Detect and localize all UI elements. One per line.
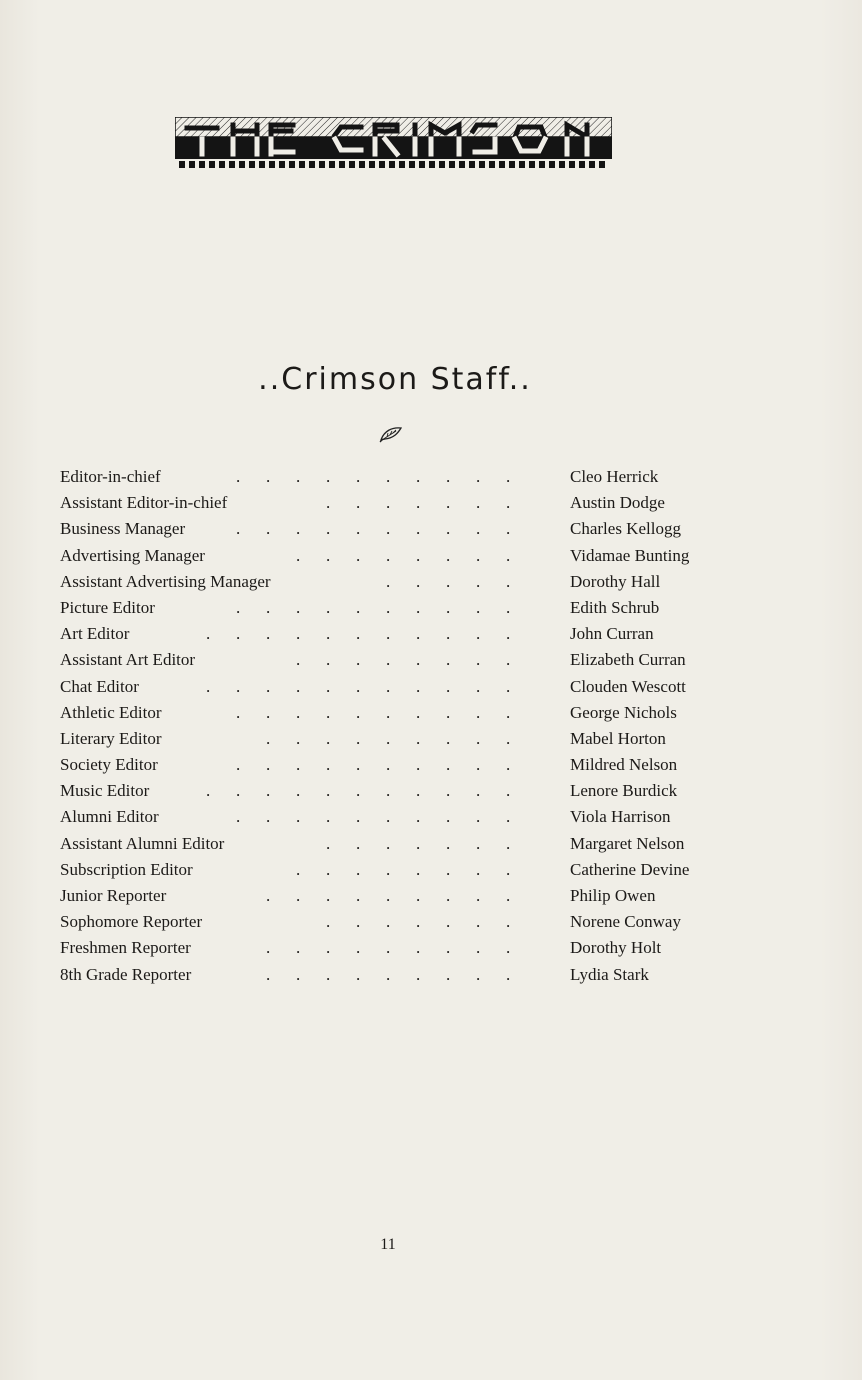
staff-role: Business Manager xyxy=(60,519,186,539)
staff-name: Mabel Horton xyxy=(570,728,666,748)
staff-row: Sophomore Reporter . . . . . . . Norene Conway xyxy=(58,909,758,935)
staff-row: Junior Reporter . . . . . . . . . Philip Owen xyxy=(58,883,758,909)
staff-row: Freshmen Reporter . . . . . . . . . Dorothy Holt xyxy=(58,935,758,961)
staff-role: Music Editor xyxy=(60,781,150,801)
staff-role: Athletic Editor xyxy=(60,702,162,722)
staff-name: Dorothy Hall xyxy=(570,571,661,591)
staff-role: Picture Editor xyxy=(60,597,155,617)
staff-name: Norene Conway xyxy=(570,912,681,932)
staff-role: Freshmen Reporter xyxy=(60,938,191,958)
staff-name: Dorothy Holt xyxy=(570,938,662,958)
staff-row: Athletic Editor . . . . . . . . . . George Nichols xyxy=(58,700,758,726)
staff-row: 8th Grade Reporter . . . . . . . . . Lydia Stark xyxy=(58,962,758,988)
staff-role: Alumni Editor xyxy=(60,807,159,827)
staff-list xyxy=(58,464,758,988)
staff-name: Viola Harrison xyxy=(570,807,671,827)
staff-role: Society Editor xyxy=(60,755,158,775)
staff-row: Subscription Editor . . . . . . . . Catherine Devine xyxy=(58,857,758,883)
staff-row: Assistant Editor-in-chief . . . . . . . Austin Dodge xyxy=(58,490,758,516)
staff-role: Subscription Editor xyxy=(60,859,193,879)
staff-role: Editor-in-chief xyxy=(60,467,161,486)
staff-name: Vidamae Bunting xyxy=(570,545,690,565)
staff-row: Chat Editor . . . . . . . . . . . Clouden Wescott xyxy=(58,674,758,700)
staff-row: Picture Editor . . . . . . . . . . Edith Schrub xyxy=(58,595,758,621)
staff-row: Literary Editor . . . . . . . . . Mabel Horton xyxy=(58,726,758,752)
staff-name: Philip Owen xyxy=(570,886,656,905)
staff-role: 8th Grade Reporter xyxy=(60,964,192,984)
staff-row: Assistant Art Editor . . . . . . . . Elizabeth Curran xyxy=(58,647,758,673)
staff-name: George Nichols xyxy=(570,702,677,722)
staff-row: Advertising Manager . . . . . . . . Vidamae Bunting xyxy=(58,543,758,569)
page-number: 11 xyxy=(380,1236,396,1253)
staff-name: Cleo Herrick xyxy=(570,467,659,486)
staff-role: Assistant Editor-in-chief xyxy=(60,493,228,513)
staff-role: Assistant Advertising Manager xyxy=(60,571,271,591)
staff-row: Assistant Advertising Manager . . . . . Dorothy Hall xyxy=(58,569,758,595)
staff-name: Lenore Burdick xyxy=(570,781,678,801)
staff-name: Catherine Devine xyxy=(570,859,690,879)
staff-role: Assistant Alumni Editor xyxy=(60,833,225,853)
staff-name: Charles Kellogg xyxy=(570,519,681,539)
page-title: ..Crimson Staff.. xyxy=(258,362,532,397)
staff-name: Austin Dodge xyxy=(570,493,665,513)
staff-role: Sophomore Reporter xyxy=(60,912,203,932)
staff-name: Mildred Nelson xyxy=(570,755,678,775)
staff-row: Business Manager . . . . . . . . . . Charles Kellogg xyxy=(58,516,758,542)
masthead-logo xyxy=(175,117,612,169)
staff-row: Art Editor . . . . . . . . . . . John Curran xyxy=(58,621,758,647)
staff-name: Edith Schrub xyxy=(570,597,660,617)
staff-role: Junior Reporter xyxy=(60,886,167,905)
staff-name: Elizabeth Curran xyxy=(570,650,686,670)
staff-role: Chat Editor xyxy=(60,676,139,696)
staff-row: Editor-in-chief . . . . . . . . . . Cleo Herrick xyxy=(58,464,758,490)
staff-row: Society Editor . . . . . . . . . . Mildred Nelson xyxy=(58,752,758,778)
staff-row: Music Editor . . . . . . . . . . . Lenore Burdick xyxy=(58,778,758,804)
staff-name: Clouden Wescott xyxy=(570,676,686,696)
staff-row: Assistant Alumni Editor . . . . . . . Margaret Nelson xyxy=(58,831,758,857)
leaf-ornament-icon xyxy=(378,425,404,443)
staff-row: Alumni Editor . . . . . . . . . . Viola Harrison xyxy=(58,804,758,830)
staff-role: Art Editor xyxy=(60,624,130,644)
staff-name: Margaret Nelson xyxy=(570,833,685,853)
staff-role: Advertising Manager xyxy=(60,545,205,565)
staff-role: Literary Editor xyxy=(60,728,162,748)
staff-name: John Curran xyxy=(570,624,654,644)
staff-name: Lydia Stark xyxy=(570,964,649,984)
staff-role: Assistant Art Editor xyxy=(60,650,196,670)
